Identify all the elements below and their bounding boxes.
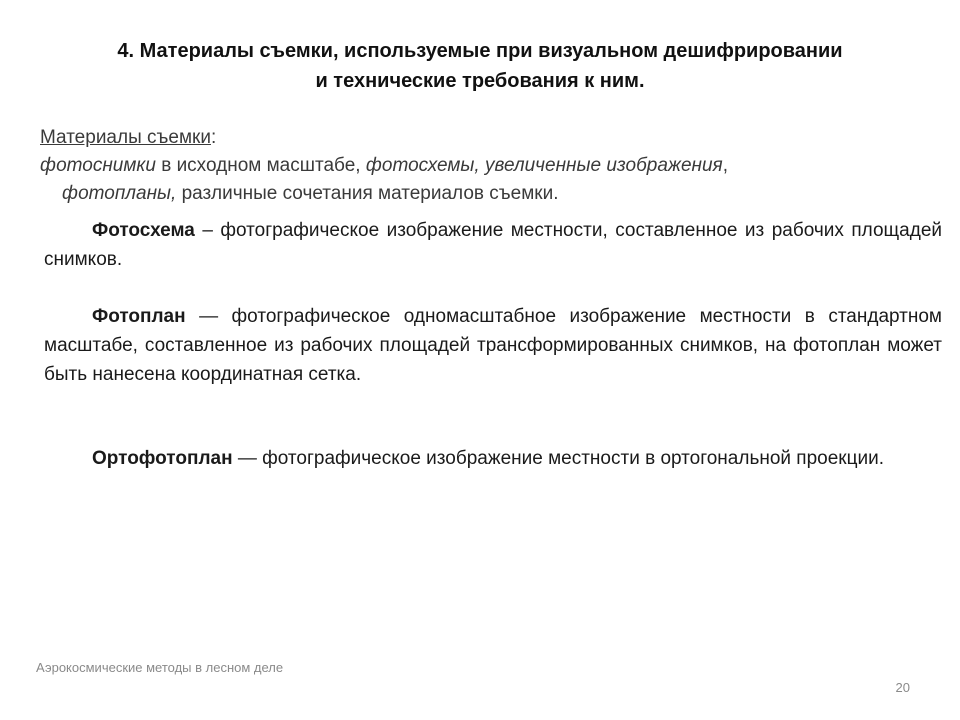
slide-title-line-1: 4. Материалы съемки, используемые при визуальном дешифрировании — [117, 40, 843, 62]
materials-label: Материалы съемки — [40, 127, 211, 148]
definition-text: — фотографическое изображение местности в ортогональной проекции. — [232, 448, 884, 469]
definition-term: Ортофотоплан — [92, 448, 233, 469]
materials-item-photos: фотоснимки — [40, 155, 156, 176]
footer-course-title: Аэрокосмические методы в лесном деле — [36, 660, 284, 675]
definition-photoplan — [44, 302, 942, 389]
definition-text: – фотографическое изображение местности, составленное из рабочих площадей снимков. — [44, 220, 942, 270]
materials-heading — [40, 124, 940, 152]
page-number: 20 — [895, 680, 910, 695]
materials-label-colon: : — [210, 127, 217, 148]
definition-paragraph — [44, 444, 942, 473]
materials-text-scale: в исходном масштабе, — [155, 155, 366, 176]
definition-term: Фотоплан — [92, 306, 186, 327]
materials-block — [40, 124, 940, 208]
slide-title — [40, 36, 920, 96]
materials-line-2 — [40, 152, 940, 180]
definition-orthophotoplan — [44, 444, 942, 473]
definition-photoscheme — [44, 216, 942, 274]
definition-paragraph — [44, 302, 942, 389]
definition-text: — фотографическое одномасштабное изображение местности в стандартном масштабе, составленное из рабочих площадей трансформированных снимков, на фотоплан может быть нанесена координатная сетка. — [44, 306, 942, 385]
materials-text-comma: , — [722, 155, 728, 176]
materials-text-combinations: различные сочетания материалов съемки. — [176, 183, 559, 204]
materials-line-3 — [40, 180, 940, 208]
materials-item-schemes: фотосхемы, увеличенные изображения — [365, 155, 723, 176]
definition-term: Фотосхема — [92, 220, 195, 241]
definition-paragraph — [44, 216, 942, 274]
slide-title-line-2: и технические требования к ним. — [315, 70, 645, 92]
materials-item-photoplans: фотопланы, — [62, 183, 177, 204]
